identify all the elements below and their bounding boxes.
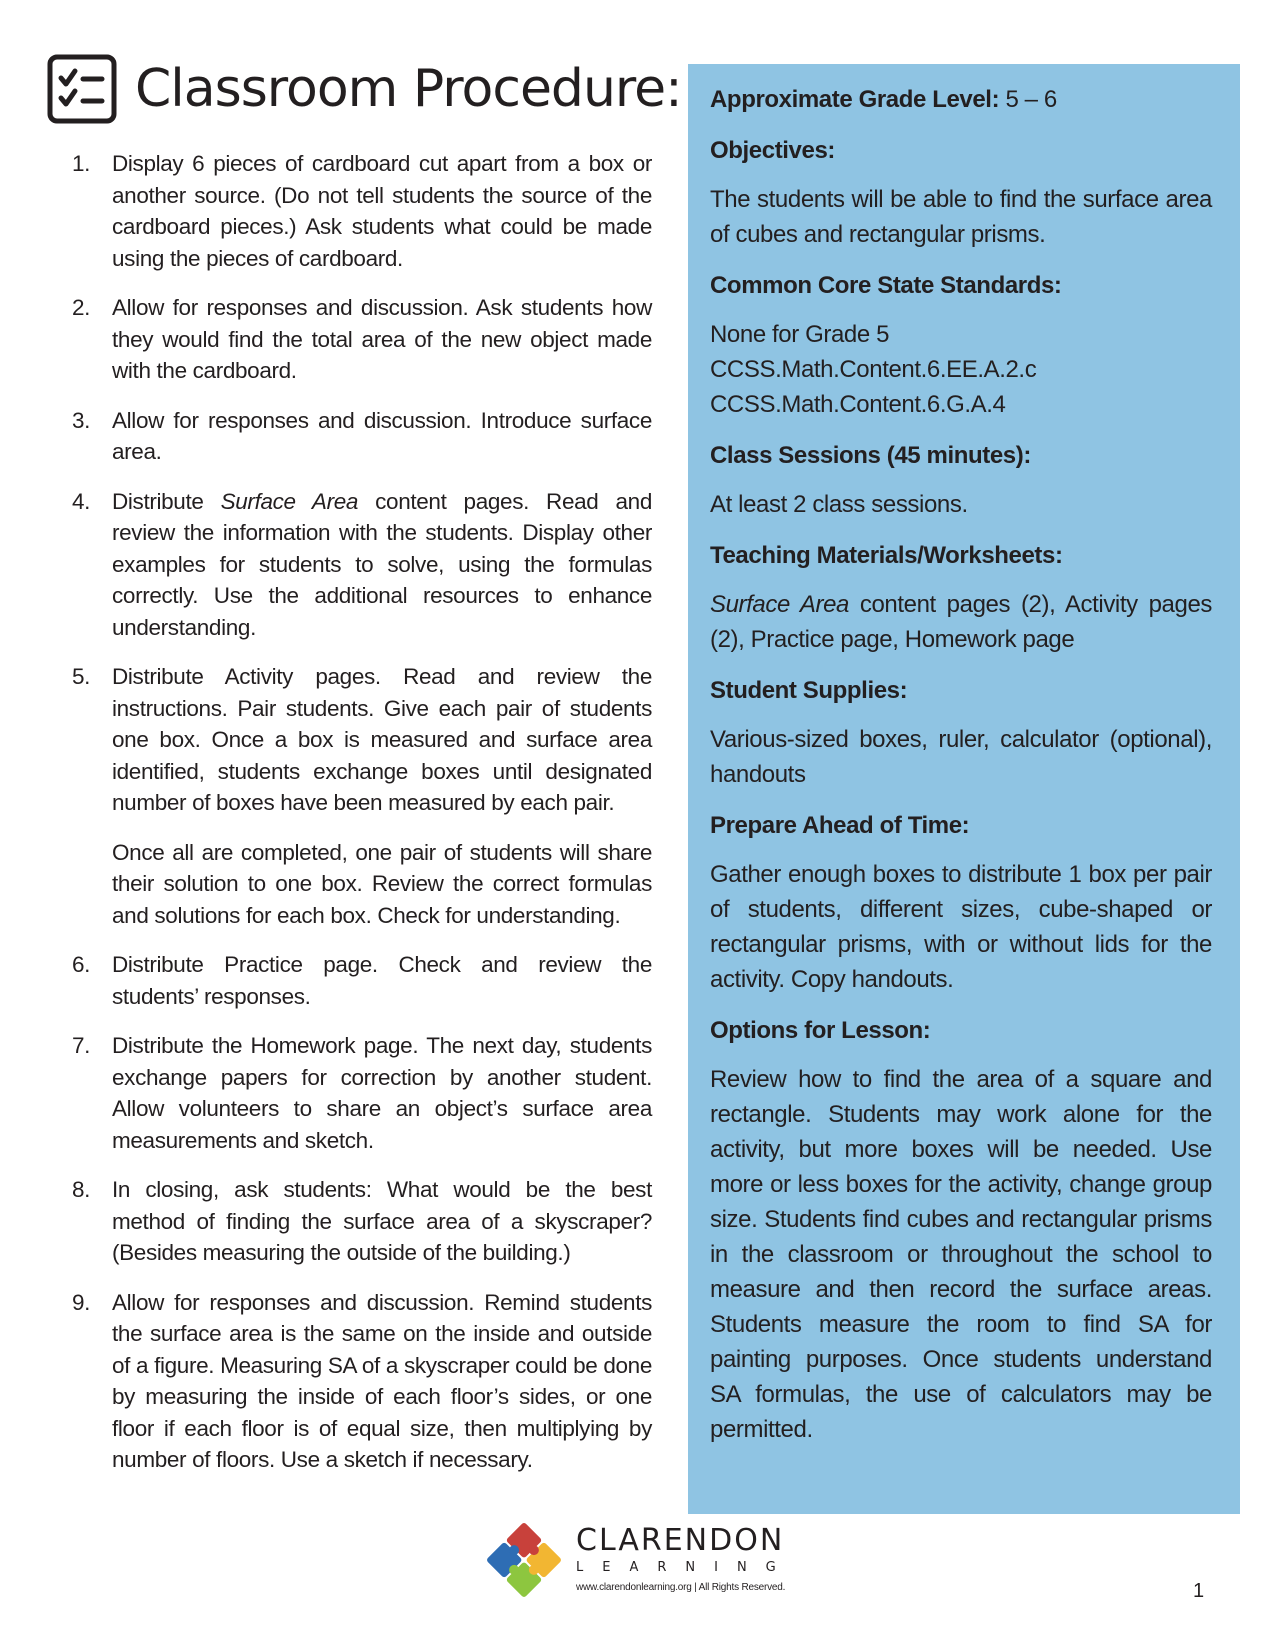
procedure-list — [62, 148, 652, 1494]
procedure-step — [62, 1174, 652, 1269]
procedure-step — [62, 292, 652, 387]
prepare-text: Gather enough boxes to distribute 1 box per pair of students, different sizes, cube-shaped or rectangular prisms, with or without lids for the activity. Copy handouts. — [710, 861, 1212, 993]
page-header — [47, 52, 682, 126]
materials-block — [710, 538, 1212, 657]
step-number: 3. — [72, 407, 91, 433]
standards-list — [710, 317, 1212, 422]
step-text: Allow for responses and discussion. Ask students how they would find the total area of the new object made with the cardboard. — [112, 295, 652, 383]
checklist-icon — [47, 54, 117, 124]
step-number: 1. — [72, 151, 91, 176]
step-text: Distribute the Homework page. The next day, students exchange papers for correction by another student. Allow volunteers to share an object’s surface area measurements and sketch. — [112, 1033, 652, 1153]
step-number: 5. — [72, 664, 91, 689]
step-number: 2. — [72, 295, 91, 320]
materials-text-emphasis: Surface Area — [710, 591, 849, 618]
brand-name: CLARENDON — [576, 1523, 785, 1558]
step-number: 7. — [72, 1033, 91, 1058]
page-title: Classroom Procedure: — [135, 59, 682, 119]
sessions-block — [710, 438, 1212, 522]
footer-url: www.clarendonlearning.org | All Rights Reserved. — [576, 1582, 786, 1593]
sessions-heading: Class Sessions (45 minutes): — [710, 442, 1031, 469]
step-number: 9. — [72, 1289, 91, 1315]
page-number: 1 — [1193, 1580, 1205, 1602]
standards-block — [710, 268, 1212, 422]
prepare-block — [710, 808, 1212, 997]
step-text — [112, 486, 652, 644]
options-text: Review how to find the area of a square and rectangle. Students may work alone for the activity, but more boxes will be needed. Use more or less boxes for the activity, change group size. Students find cubes and rectangular prisms in the classroom or throughout the school to measure and then record the surface areas. Students measure the room to find SA for painting purposes. Once students understand SA formulas, the use of calculators may be permitted. — [710, 1066, 1212, 1443]
procedure-step — [62, 486, 652, 644]
grade-level-value: 5 – 6 — [999, 86, 1057, 113]
puzzle-logo-icon — [484, 1520, 564, 1600]
step-text: Allow for responses and discussion. Introduce surface area. — [112, 407, 652, 464]
standard-line: CCSS.Math.Content.6.G.A.4 — [710, 391, 1006, 418]
step-text-start: Distribute — [112, 488, 221, 514]
materials-text — [710, 587, 1212, 657]
prepare-heading: Prepare Ahead of Time: — [710, 812, 970, 839]
step-text: Distribute Activity pages. Read and review the instructions. Pair students. Give each pair of students one box. Once a box is measured and surface area identified, students exchange boxes until designated number of boxes have been measured by each pair. — [112, 664, 652, 815]
procedure-step — [62, 661, 652, 931]
supplies-block — [710, 673, 1212, 792]
objectives-block — [710, 133, 1212, 252]
sessions-text: At least 2 class sessions. — [710, 491, 968, 518]
grade-level-label: Approximate Grade Level: — [710, 86, 1000, 113]
materials-heading: Teaching Materials/Worksheets: — [710, 542, 1063, 569]
grade-level-block — [710, 82, 1212, 117]
step-number: 4. — [72, 488, 91, 514]
standard-line: CCSS.Math.Content.6.EE.A.2.c — [710, 356, 1037, 383]
step-text: Display 6 pieces of cardboard cut apart from a box or another source. (Do not tell students the source of the cardboard pieces.) Ask students what could be made using the pieces of cardboard. — [112, 151, 652, 271]
objectives-text: The students will be able to find the surface area of cubes and rectangular prisms. — [710, 186, 1212, 248]
step-text: In closing, ask students: What would be the best method of finding the surface area of a skyscraper? (Besides measuring the outside of the building.) — [112, 1177, 652, 1265]
procedure-step — [62, 1287, 652, 1476]
procedure-step — [62, 949, 652, 1012]
step-number: 8. — [72, 1177, 91, 1202]
logo-text — [576, 1525, 795, 1595]
step-number: 6. — [72, 952, 91, 977]
options-block — [710, 1013, 1212, 1447]
supplies-text: Various-sized boxes, ruler, calculator (optional), handouts — [710, 726, 1212, 788]
step-text-end: content pages. Read and review the information with the students. Display other examples for students to solve, using the formulas correctly. Use the additional resources to enhance understanding. — [112, 488, 653, 640]
materials-text-rest: content pages (2), Activity pages (2), Practice page, Homework page — [710, 591, 1212, 653]
step-text: Allow for responses and discussion. Remind students the surface area is the same on the inside and outside of a figure. Measuring SA of a skyscraper could be done by measuring the inside of each floor’s sides, or one floor if each floor is of equal size, then multiplying by number of floors. Use a sketch if necessary. — [112, 1289, 652, 1472]
options-heading: Options for Lesson: — [710, 1017, 931, 1044]
procedure-step — [62, 1030, 652, 1156]
lesson-info-panel — [688, 64, 1240, 1514]
procedure-step — [62, 405, 652, 468]
grade-level-heading — [710, 82, 1212, 117]
step-extra-text: Once all are completed, one pair of students will share their solution to one box. Review the correct formulas and solutions for each box. Check for understanding. — [112, 839, 652, 928]
brand-subtitle: LEARNING — [576, 1560, 795, 1575]
supplies-heading: Student Supplies: — [710, 677, 908, 704]
standard-line: None for Grade 5 — [710, 321, 890, 348]
objectives-heading: Objectives: — [710, 137, 835, 164]
footer-logo — [484, 1520, 795, 1600]
procedure-step — [62, 148, 652, 274]
step-text-emphasis: Surface Area — [220, 488, 359, 514]
step-text: Distribute Practice page. Check and review the students’ responses. — [112, 952, 652, 1009]
standards-heading: Common Core State Standards: — [710, 272, 1062, 299]
